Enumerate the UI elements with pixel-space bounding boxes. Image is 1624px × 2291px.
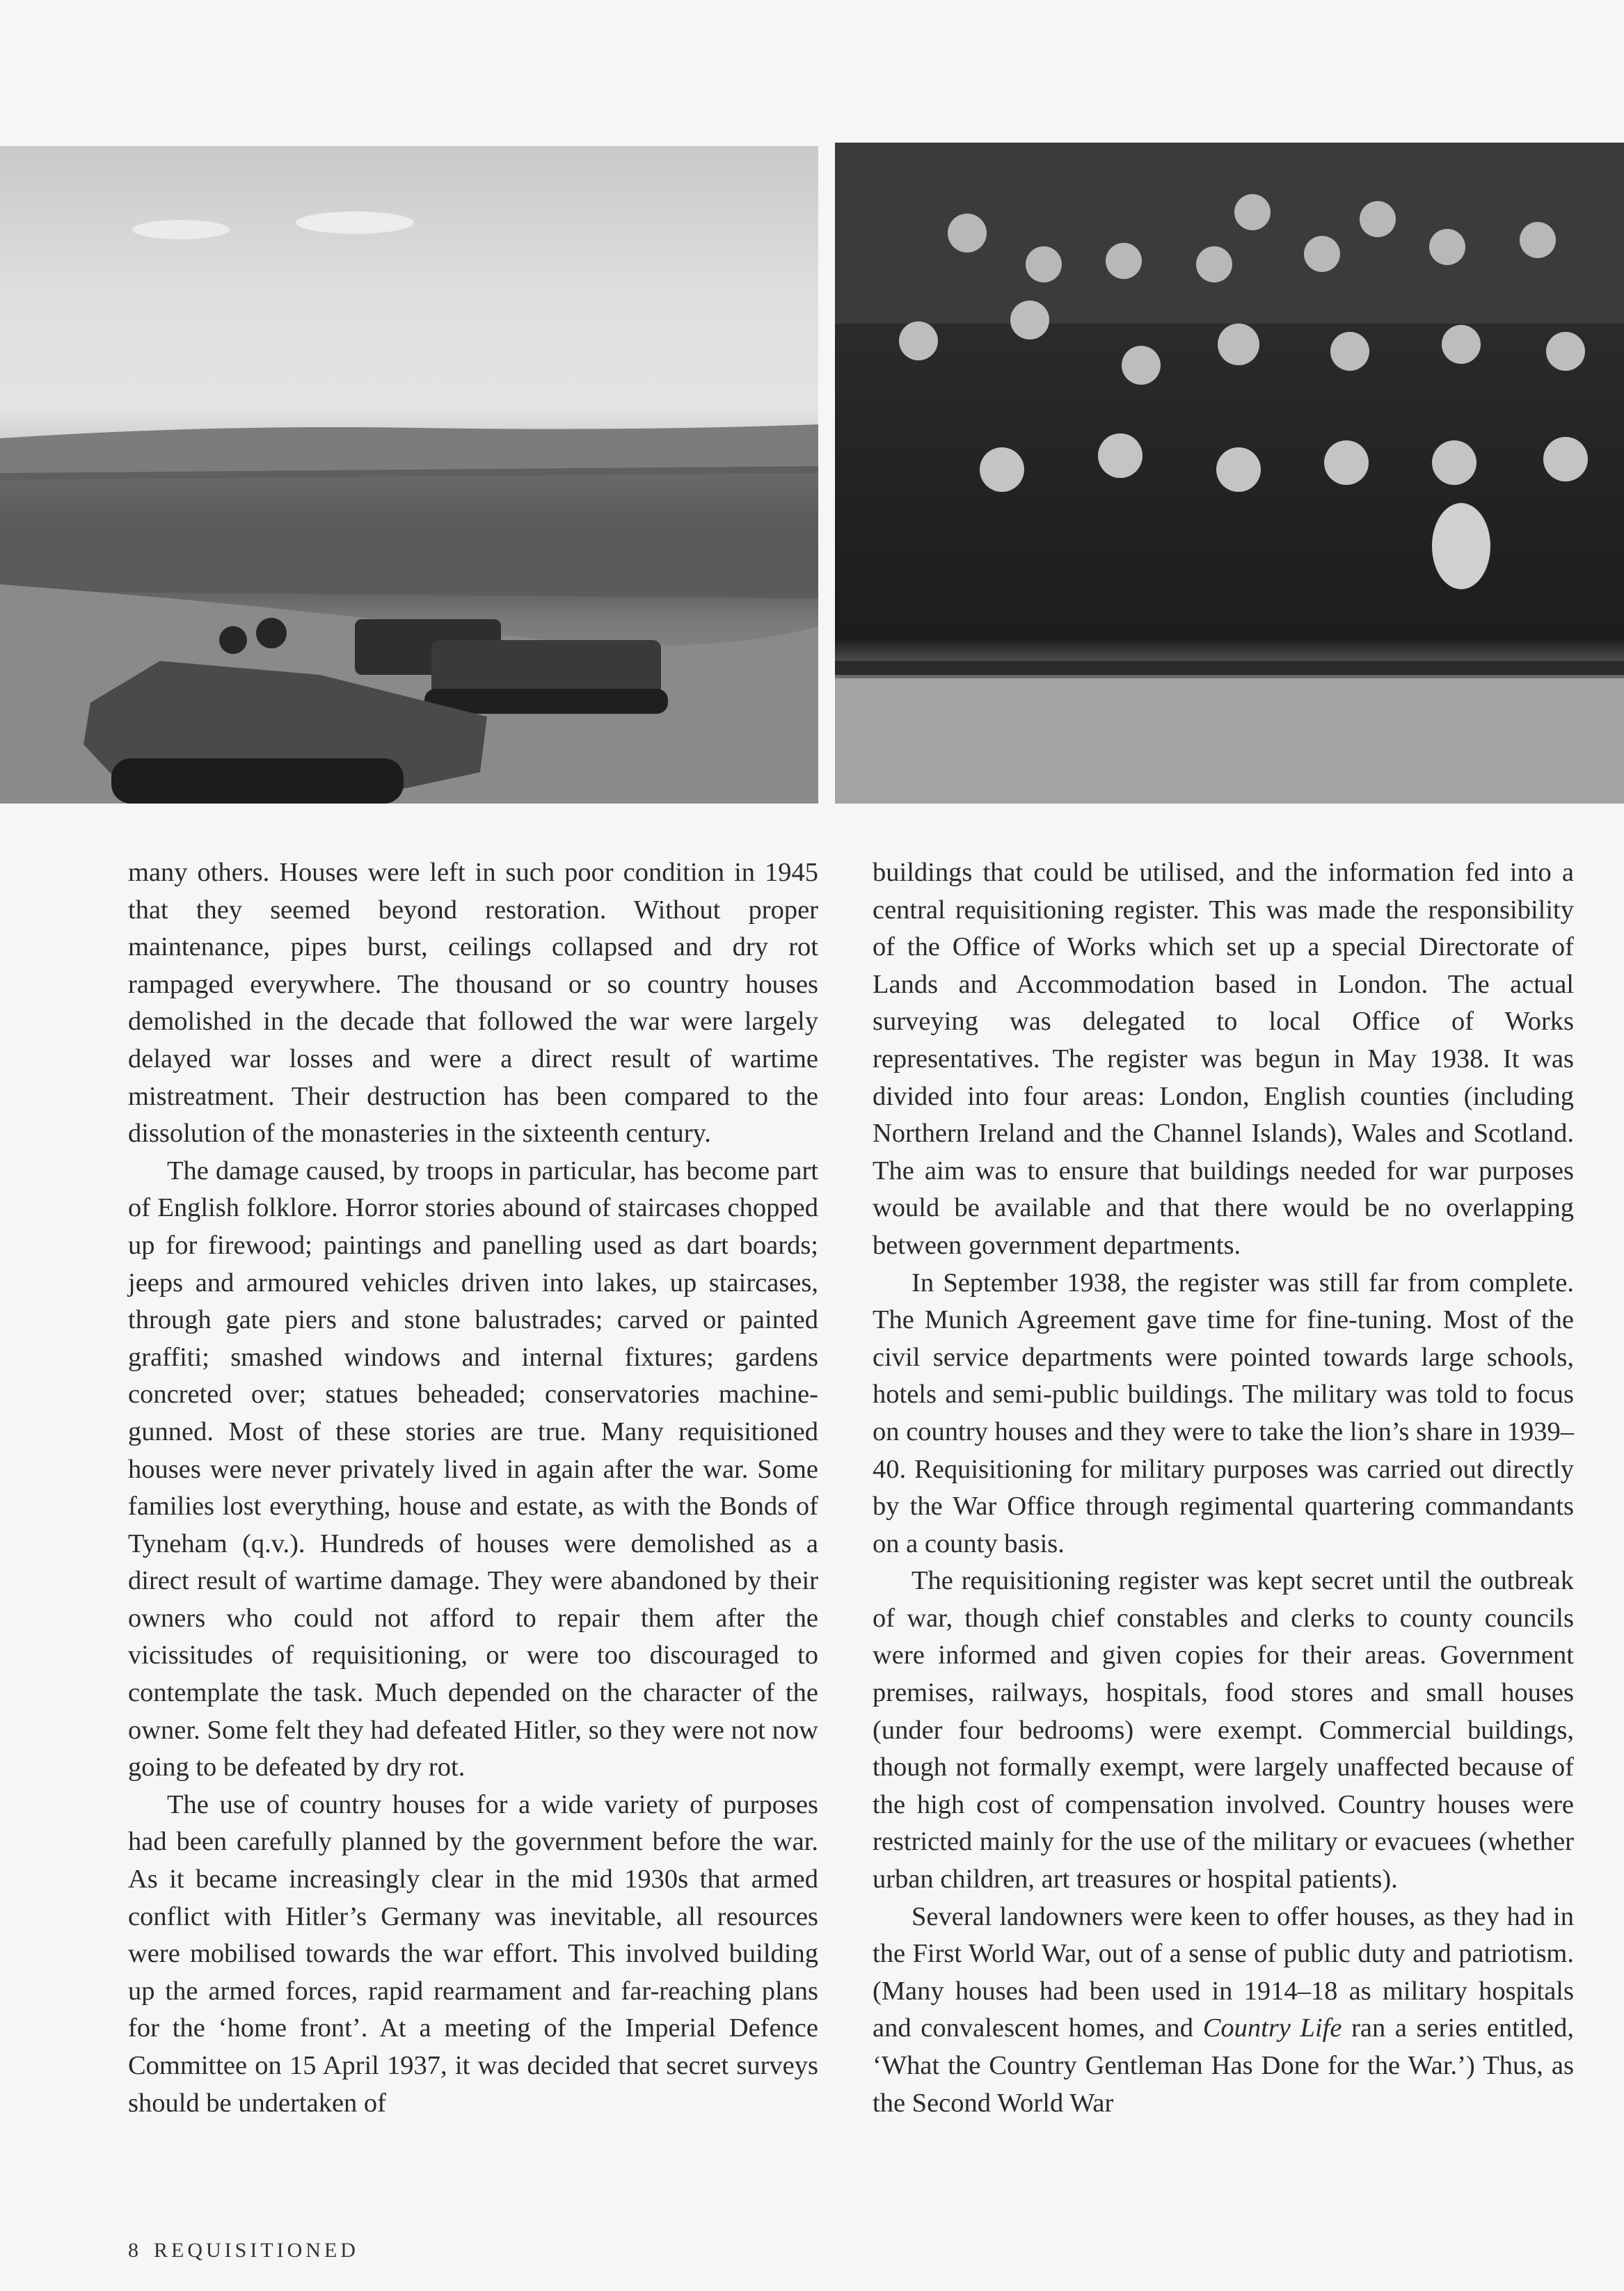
cloud: [132, 220, 230, 239]
text-column-right: [873, 854, 1574, 2122]
page-footer: [128, 2239, 359, 2262]
paragraph: [873, 1899, 1574, 2123]
publication-title: Country Life: [1202, 2013, 1342, 2043]
paragraph: many others. Houses were left in such poor condition in 1945 that they seemed beyond restoration. Without proper maintenance, pipes burst, ceilings collapsed and dry rot rampaged everywhere. The thousand or so country houses demolished in the decade that followed the war were largely delayed war losses and were a direct result of wartime mistreatment. Their destruction has been compared to the dissolution of the monasteries in the sixteenth century.: [128, 858, 818, 1149]
photo-group-portrait-illustration: [835, 143, 1624, 804]
paved-terrace: [835, 678, 1624, 804]
front-row-faces: [980, 433, 1588, 492]
photo-armoured-carriers-illustration: [0, 146, 818, 804]
paragraph: The damage caused, by troops in particular, has become part of English folklore. Horror stories abound of staircases chopped up for firewood; paintings and panelling used as dart boards; jeeps and armoured vehicles driven into lakes, up staircases, through gate piers and stone balustrades; carved or painted graffiti; smashed windows and internal fixtures; gardens concreted over; statues beheaded; conservatories machine-gunned. Most of these stories are true. Many requisitioned houses were never privately lived in again after the war. Some families lost everything, house and estate, as with the Bonds of Tyneham (q.v.). Hundreds of houses were demolished as a direct result of wartime damage. They were abandoned by their owners who could not afford to repair them after the vicissitudes of requisitioning, or were too discouraged to contemplate the task. Much depended on the character of the owner. Some felt they had defeated Hitler, so they were not now going to be defeated by dry rot.: [128, 1156, 818, 1782]
paragraph-text: ran a series entitled, ‘What the Country Gentleman Has Done for the War.’) Thus, as the Second World War: [873, 2013, 1574, 2118]
paragraph: buildings that could be utilised, and the information fed into a central requisitioning register. This was made the responsibility of the Office of Works which set up a special Directorate of Lands and Accommodation based in London. The actual surveying was delegated to local Office of Works representatives. The register was begun in May 1938. It was divided into four areas: London, English counties (including Northern Ireland and the Channel Islands), Wales and Scotland. The aim was to ensure that buildings needed for war purposes would be available and that there would be no overlapping between government departments.: [873, 858, 1574, 1260]
cloud: [296, 211, 414, 234]
paragraph: In September 1938, the register was still far from complete. The Munich Agreement gave time for fine-tuning. Most of the civil service departments were pointed towards large schools, hotels and semi-public buildings. The military was told to focus on country houses and they were to take the lion’s share in 1939–40. Requisitioning for military purposes was carried out directly by the War Office through regimental quartering commandants on a county basis.: [873, 1268, 1574, 1558]
text-column-left: [128, 854, 818, 2122]
paragraph: The use of country houses for a wide variety of purposes had been carefully planned by the government before the war. As it became increasingly clear in the mid 1930s that armed conflict with Hitler’s Germany was inevitable, all resources were mobilised towards the war effort. This involved building up the armed forces, rapid rearmament and far-reaching plans for the ‘home front’. At a meeting of the Imperial Defence Committee on 15 April 1937, it was decided that secret surveys should be undertaken of: [128, 1789, 818, 2118]
valley-fields: [0, 466, 818, 598]
page-number: 8: [128, 2239, 138, 2262]
bench: [835, 661, 1624, 675]
running-head: REQUISITIONED: [154, 2239, 359, 2262]
dog: [1432, 503, 1490, 589]
photo-group-portrait: [835, 143, 1624, 804]
photo-armoured-carriers: [0, 146, 818, 804]
paragraph-text: Several landowners were keen to offer houses, as they had in the First World War, out of a sense of public duty and patriotism. (Many houses had been used in 1914–18 as military hospitals and convalescent homes, and: [873, 1901, 1574, 2043]
paragraph: The requisitioning register was kept secret until the outbreak of war, though chief constables and clerks to county councils were informed and given copies for their areas. Government premises, railways, hospitals, food stores and small houses (under four bedrooms) were exempt. Commercial buildings, though not formally exempt, were largely unaffected because of the high cost of compensation involved. Country houses were restricted mainly for the use of the military or evacuees (whether urban children, art treasures or hospital patients).: [873, 1566, 1574, 1894]
